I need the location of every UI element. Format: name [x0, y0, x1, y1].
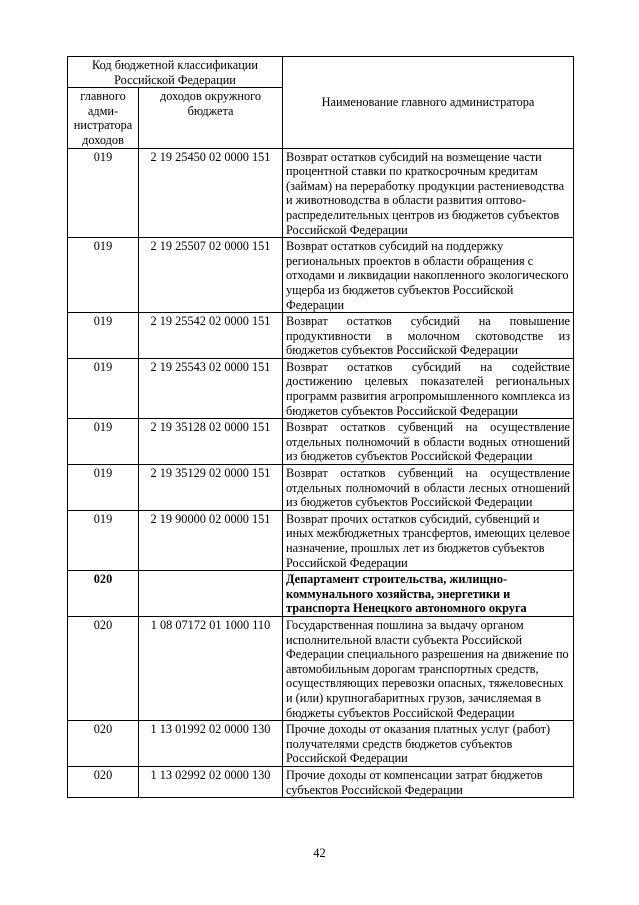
- administrator-name-cell: Возврат остатков субсидий на возмещение части процентной ставки по краткосрочным кредитам (займам) на переработку продукции растениеводства и животноводства в области развития оптово-распределительных центров из бюджетов субъектов Российской Федерации: [283, 148, 574, 238]
- header-main-administrator: главного адми-нистратора доходов: [68, 88, 139, 148]
- budget-classification-table: [67, 56, 574, 798]
- income-code-cell: 2 19 25542 02 0000 151: [139, 313, 283, 359]
- admin-code-cell: 019: [68, 313, 139, 359]
- admin-code-cell: 019: [68, 419, 139, 465]
- admin-code-cell: 019: [68, 510, 139, 570]
- administrator-name-cell: Возврат остатков субвенций на осуществление отдельных полномочий в области лесных отношений из бюджетов субъектов Российской Федерации: [283, 465, 574, 511]
- header-row-group: [68, 57, 574, 88]
- admin-code-cell: 019: [68, 148, 139, 238]
- income-code-cell: 2 19 90000 02 0000 151: [139, 510, 283, 570]
- header-budget-code-group: Код бюджетной классификации Российской Федерации: [68, 57, 283, 88]
- administrator-name-cell: Прочие доходы от оказания платных услуг (работ) получателями средств бюджетов субъектов Российской Федерации: [283, 721, 574, 767]
- administrator-name-cell: Возврат остатков субвенций на осуществление отдельных полномочий в области водных отношений из бюджетов субъектов Российской Федерации: [283, 419, 574, 465]
- table-row: [68, 510, 574, 570]
- table-row: [68, 616, 574, 720]
- table-row: [68, 148, 574, 238]
- table-row: [68, 766, 574, 797]
- income-code-cell: 2 19 25543 02 0000 151: [139, 358, 283, 418]
- table-row: [68, 238, 574, 313]
- income-code-cell: [139, 571, 283, 617]
- administrator-name-cell: Возврат прочих остатков субсидий, субвенций и иных межбюджетных трансфертов, имеющих целевое назначение, прошлых лет из бюджетов субъектов Российской Федерации: [283, 510, 574, 570]
- admin-code-cell: 020: [68, 616, 139, 720]
- administrator-name-cell: Прочие доходы от компенсации затрат бюджетов субъектов Российской Федерации: [283, 766, 574, 797]
- income-code-cell: 2 19 35128 02 0000 151: [139, 419, 283, 465]
- admin-code-cell: 019: [68, 238, 139, 313]
- admin-code-cell: 020: [68, 766, 139, 797]
- income-code-cell: 2 19 25507 02 0000 151: [139, 238, 283, 313]
- administrator-name-cell: Возврат остатков субсидий на содействие достижению целевых показателей региональных программ развития агропромышленного комплекса из бюджетов субъектов Российской Федерации: [283, 358, 574, 418]
- table-row: [68, 721, 574, 767]
- income-code-cell: 1 13 02992 02 0000 130: [139, 766, 283, 797]
- page-number: 42: [313, 846, 326, 860]
- table-row: [68, 419, 574, 465]
- table-row: [68, 465, 574, 511]
- income-code-cell: 2 19 35129 02 0000 151: [139, 465, 283, 511]
- department-name-cell: Департамент строительства, жилищно-коммунального хозяйства, энергетики и транспорта Ненецкого автономного округа: [283, 571, 574, 617]
- administrator-name-cell: Возврат остатков субсидий на повышение продуктивности в молочном скотоводстве из бюджетов субъектов Российской Федерации: [283, 313, 574, 359]
- table-row: [68, 358, 574, 418]
- table-row-department-heading: [68, 571, 574, 617]
- table-row: [68, 313, 574, 359]
- income-code-cell: 1 13 01992 02 0000 130: [139, 721, 283, 767]
- header-administrator-name: Наименование главного администратора: [283, 57, 574, 149]
- administrator-name-cell: Возврат остатков субсидий на поддержку региональных проектов в области обращения с отходами и ликвидации накопленного экологического ущерба из бюджетов субъектов Российской Федерации: [283, 238, 574, 313]
- income-code-cell: 2 19 25450 02 0000 151: [139, 148, 283, 238]
- administrator-name-cell: Государственная пошлина за выдачу органом исполнительной власти субъекта Российской Федерации специального разрешения на движение по автомобильным дорогам транспортных средств, осуществляющих перевозки опасных, тяжеловесных и (или) крупногабаритных грузов, зачисляемая в бюджеты субъектов Российской Федерации: [283, 616, 574, 720]
- admin-code-cell: 019: [68, 358, 139, 418]
- income-code-cell: 1 08 07172 01 1000 110: [139, 616, 283, 720]
- admin-code-cell: 019: [68, 465, 139, 511]
- header-district-budget-income: доходов окружного бюджета: [139, 88, 283, 148]
- admin-code-cell: 020: [68, 721, 139, 767]
- admin-code-cell: 020: [68, 571, 139, 617]
